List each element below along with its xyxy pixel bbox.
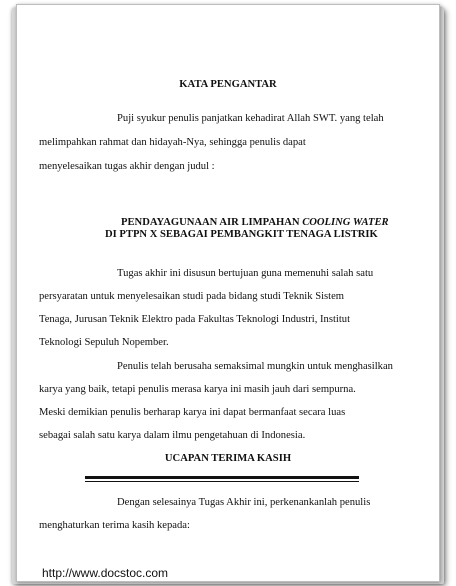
intro-line-2: melimpahkan rahmat dan hidayah-Nya, sehingga penulis dapat [39, 137, 306, 148]
document-page [16, 4, 440, 582]
thanks-heading: UCAPAN TERIMA KASIH [164, 453, 292, 464]
intro-line-3: menyelesaikan tugas akhir dengan judul : [39, 161, 215, 172]
purpose-line-4: Teknologi Sepuluh Nopember. [39, 337, 169, 348]
thanks-line-1: Dengan selesainya Tugas Akhir ini, perkenankanlah penulis [117, 497, 371, 508]
purpose-line-3: Tenaga, Jurusan Teknik Elektro pada Fakultas Teknologi Industri, Institut [39, 314, 351, 325]
thesis-title-italic: COOLING WATER [302, 217, 389, 228]
effort-line-4: sebagai salah satu karya dalam ilmu pengetahuan di Indonesia. [39, 430, 306, 441]
watermark-url: http://www.docstoc.com [42, 566, 169, 580]
effort-line-3: Meski demikian penulis berharap karya ini dapat bermanfaat secara luas [39, 407, 346, 418]
purpose-line-1: Tugas akhir ini disusun bertujuan guna memenuhi salah satu [117, 268, 374, 279]
thanks-line-2: menghaturkan terima kasih kepada: [39, 520, 190, 531]
effort-line-1: Penulis telah berusaha semaksimal mungkin untuk menghasilkan [117, 361, 393, 372]
thesis-title-prefix: PENDAYAGUNAAN AIR LIMPAHAN [121, 217, 303, 228]
thesis-title-line-2: DI PTPN X SEBAGAI PEMBANGKIT TENAGA LISTRIK [105, 229, 378, 240]
page-title: KATA PENGANTAR [179, 79, 277, 90]
intro-line-1: Puji syukur penulis panjatkan kehadirat Allah SWT. yang telah [117, 113, 384, 124]
purpose-line-2: persyaratan untuk menyelesaikan studi pada bidang studi Teknik Sistem [39, 291, 345, 302]
heading-rule-thick [85, 476, 359, 479]
heading-rule-thin [85, 481, 359, 482]
effort-line-2: karya yang baik, tetapi penulis merasa karya ini masih jauh dari sempurna. [39, 384, 356, 395]
